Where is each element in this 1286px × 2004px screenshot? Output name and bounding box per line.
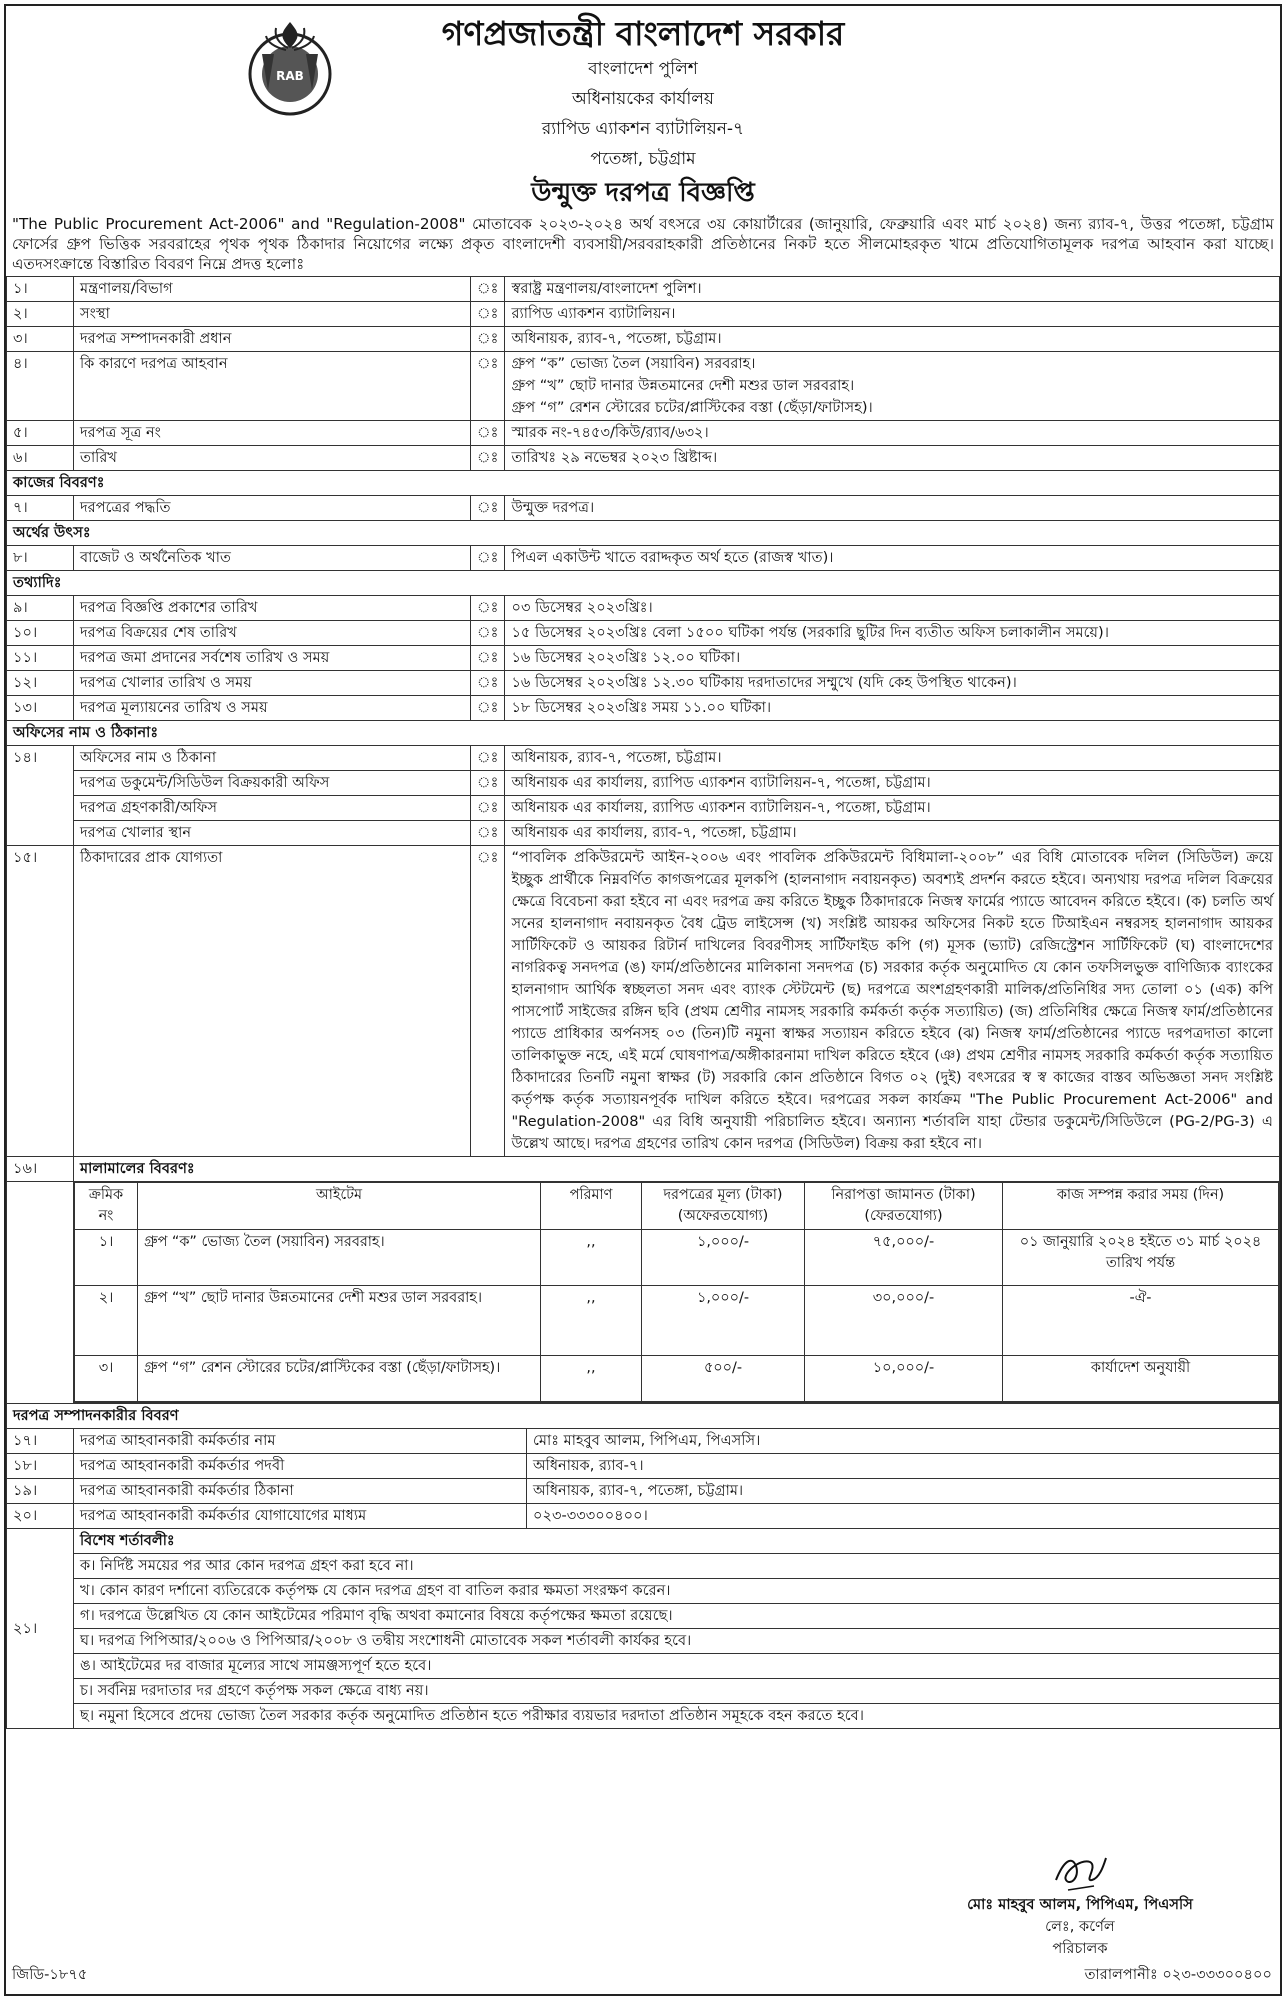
notice-title: উন্মুক্ত দরপত্র বিজ্ঞপ্তি xyxy=(531,178,755,208)
goods-table xyxy=(74,1182,1279,1402)
tender-group-ka: গ্রুপ “ক” ভোজ্য তৈল (সয়াবিন) সরবরাহ। xyxy=(511,355,756,372)
table-row xyxy=(7,277,1280,302)
goods-time: -ঐ- xyxy=(1003,1286,1279,1356)
tender-notice-page xyxy=(4,4,1282,1996)
signatory-rank: লেঃ, কর্ণেল xyxy=(1045,1918,1115,1935)
goods-item-row xyxy=(75,1286,1279,1356)
row-label: দরপত্র আহবানকারী কর্মকর্তার পদবী xyxy=(74,1454,527,1479)
row-number: ১৮। xyxy=(7,1454,74,1479)
signatory-name: মোঃ মাহবুব আলম, পিপিএম, পিএসসি xyxy=(967,1896,1193,1913)
column-header: ক্রমিক নং xyxy=(75,1183,138,1230)
row-value: অধিনায়ক এর কার্যালয়, র‍্যাব-৭, পতেঙ্গা, চট্টগ্রাম। xyxy=(505,821,1280,846)
goods-price: ৫০০/- xyxy=(642,1356,805,1402)
table-row xyxy=(7,496,1280,521)
colon: ঃ xyxy=(471,796,505,821)
section-heading: অর্থের উৎসঃ xyxy=(7,521,1280,546)
signatory-post: পরিচালক xyxy=(1052,1940,1108,1957)
row-label: দরপত্র বিক্রয়ের শেষ তারিখ xyxy=(74,621,471,646)
goods-item: গ্রুপ “খ” ছোট দানার উন্নতমানের দেশী মশুর ডাল সরবরাহ। xyxy=(138,1286,541,1356)
table-row xyxy=(7,1429,1280,1454)
row-value: তারিখঃ ২৯ নভেম্বর ২০২৩ খ্রিষ্টাব্দ। xyxy=(505,446,1280,471)
row-label: অফিসের নাম ও ঠিকানা xyxy=(74,746,471,771)
colon: ঃ xyxy=(471,421,505,446)
row-label: সংস্থা xyxy=(74,302,471,327)
row-label: বাজেট ও অর্থনৈতিক খাত xyxy=(74,546,471,571)
row-label: দরপত্র আহবানকারী কর্মকর্তার নাম xyxy=(74,1429,527,1454)
row-value: ০৩ ডিসেম্বর ২০২৩খ্রিঃ। xyxy=(505,596,1280,621)
row-number: ১৪। xyxy=(7,746,74,846)
goods-item-row xyxy=(75,1230,1279,1286)
column-header: দরপত্রের মূল্য (টাকা) (অফেরতযোগ্য) xyxy=(642,1183,805,1230)
table-row xyxy=(7,596,1280,621)
row-number: ৪। xyxy=(7,352,74,421)
table-row xyxy=(7,1157,1280,1182)
table-row xyxy=(7,1504,1280,1529)
row-number: ১১। xyxy=(7,646,74,671)
colon: ঃ xyxy=(471,277,505,302)
row-label: দরপত্র খোলার স্থান xyxy=(74,821,471,846)
tender-group-ga: গ্রুপ “গ” রেশন স্টোরের চটের/প্লাস্টিকের বস্তা (ছেঁড়া/ফাটাসহ)। xyxy=(511,399,873,416)
row-value: উন্মুক্ত দরপত্র। xyxy=(505,496,1280,521)
row-value: ১৬ ডিসেম্বর ২০২৩খ্রিঃ ১২.৩০ ঘটিকায় দরদাতাদের সম্মুখে (যদি কেহ উপস্থিত থাকেন)। xyxy=(505,671,1280,696)
colon: ঃ xyxy=(471,327,505,352)
colon: ঃ xyxy=(471,746,505,771)
row-label: দরপত্রের পদ্ধতি xyxy=(74,496,471,521)
row-label: দরপত্র ডকুমেন্ট/সিডিউল বিক্রয়কারী অফিস xyxy=(74,771,471,796)
section-row xyxy=(7,1404,1280,1429)
row-number: ২০। xyxy=(7,1504,74,1529)
row-value: ১৮ ডিসেম্বর ২০২৩খ্রিঃ সময় ১১.০০ ঘটিকা। xyxy=(505,696,1280,721)
row-label: মন্ত্রণালয়/বিভাগ xyxy=(74,277,471,302)
row-label: তারিখ xyxy=(74,446,471,471)
row-label: কি কারণে দরপত্র আহবান xyxy=(74,352,471,421)
row-label: দরপত্র জমা প্রদানের সর্বশেষ তারিখ ও সময় xyxy=(74,646,471,671)
table-row xyxy=(7,771,1280,796)
colon: ঃ xyxy=(471,696,505,721)
colon: ঃ xyxy=(471,546,505,571)
colon: ঃ xyxy=(471,621,505,646)
header-line-police: বাংলাদেশ পুলিশ xyxy=(588,59,698,79)
row-value xyxy=(505,352,1280,421)
table-row xyxy=(7,546,1280,571)
goods-cell xyxy=(74,1182,1280,1403)
term-row xyxy=(7,1679,1280,1704)
goods-security: ৩০,০০০/- xyxy=(805,1286,1003,1356)
row-number: ১৯। xyxy=(7,1479,74,1504)
goods-time: ০১ জানুয়ারি ২০২৪ হইতে ৩১ মার্চ ২০২৪ তারিখ পর্যন্ত xyxy=(1003,1230,1279,1286)
goods-sl: ১। xyxy=(75,1230,138,1286)
section-heading: অফিসের নাম ও ঠিকানাঃ xyxy=(7,721,1280,746)
prequalification-text: “পাবলিক প্রকিউরমেন্ট আইন-২০০৬ এবং পাবলিক প্রকিউরমেন্ট বিধিমালা-২০০৮” এর বিধি মোতাবেক দলিল (সিডিউল) ক্রয়ে ইচ্ছুক প্রার্থীকে নিম্নবর্ণিত কাগজপত্রের মূলকপি (হালনাগাদ নবায়নকৃত) অবশ্যই প্রদর্শন করতে হইবে। অন্যথায় দরপত্র দলিল বিক্রয়ের ক্ষেত্রে বিবেচনা করা হইবে না এবং দরপত্র ক্রয় করিতে ইচ্ছুক ঠিকাদারকে নিজস্ব ফার্মের প্যাডে আবেদন করিতে হইবে। (ক) চলতি অর্থ সনের হালনাগাদ নবায়নকৃত বৈধ ট্রেড লাইসেন্স (খ) সংশ্লিষ্ট আয়কর অফিসের নিকট হতে টিআইএন নম্বরসহ হালনাগাদ আয়কর সার্টিফিকেট ও আয়কর রিটার্ন দাখিলের বিবরণীসহ সার্টিফাইড কপি (গ) মূসক (ভ্যাট) রেজিস্ট্রেশন সার্টিফিকেট (ঘ) বাংলাদেশের নাগরিকত্ব সনদপত্র (ঙ) ফার্ম/প্রতিষ্ঠানের মালিকানা সনদপত্র (চ) সরকার কর্তৃক অনুমোদিত যে কোন তফসিলভুক্ত বাণিজ্যিক ব্যাংকের হালনাগাদ আর্থিক স্বচ্ছলতা সনদ এবং ব্যাংক স্টেটমেন্ট (ছ) দরপত্রে অংশগ্রহণকারী মালিক/প্রতিনিধির সদ্য তোলা ০১ (এক) কপি পাসপোর্ট সাইজের রঙ্গিন ছবি (প্রথম শ্রেণীর নামসহ সরকারি কর্মকর্তা কর্তৃক সত্যায়িত) (জ) প্রতিনিধির ক্ষেত্রে নিজস্ব ফার্ম/প্রতিষ্ঠানের প্যাডে প্রাধিকার অর্পনসহ ০৩ (তিন)টি নমুনা স্বাক্ষর সত্যায়ন করিতে হইবে (ঝ) নিজস্ব ফার্ম/প্রতিষ্ঠানের প্যাডে দরপত্রদাতা কালো তালিকাভুক্ত নহে, এই মর্মে ঘোষণাপত্র/অঙ্গীকারনামা দাখিল করিতে হইবে (ঞ) প্রথম শ্রেণীর নামসহ সরকারি কর্মকর্তা কর্তৃক সত্যায়িত ঠিকাদারের তিনটি নমুনা স্বাক্ষর (ট) সরকারি কোন প্রতিষ্ঠানে বিগত ০২ (দুই) বৎসরের স্ব স্ব কাজের বাস্তব অভিজ্ঞতা সনদ সংশ্লিষ্ট কর্তৃপক্ষ কর্তৃক সত্যায়নপূর্বক দাখিল করিতে হইবে। দরপত্রের সকল কার্যক্রম "The Public Procurement Act-2006" and "Regulation-2008" এর বিধি অনুযায়ী পরিচালিত হইবে। অন্যান্য শর্তাবলি যাহা টেন্ডার ডকুমেন্ট/সিডিউলে (PG-2/PG-3) এ উল্লেখ আছে। দরপত্র গ্রহণের তারিখ কোন দরপত্র (সিডিউল) বিক্রয় করা হইবে না। xyxy=(505,846,1280,1157)
section-row xyxy=(7,471,1280,496)
section-row xyxy=(7,721,1280,746)
table-row xyxy=(7,796,1280,821)
term-row xyxy=(7,1579,1280,1604)
goods-item: গ্রুপ “ক” ভোজ্য তৈল (সয়াবিন) সরবরাহ। xyxy=(138,1230,541,1286)
table-row xyxy=(7,421,1280,446)
row-value: অধিনায়ক, র‍্যাব-৭, পতেঙ্গা, চট্টগ্রাম। xyxy=(505,327,1280,352)
signature-icon xyxy=(1050,1850,1110,1894)
column-header: কাজ সম্পন্ন করার সময় (দিন) xyxy=(1003,1183,1279,1230)
term-row xyxy=(7,1629,1280,1654)
row-number: ২১। xyxy=(7,1529,74,1729)
row-value: অধিনায়ক এর কার্যালয়, র‍্যাপিড এ্যাকশন ব্যাটালিয়ন-৭, পতেঙ্গা, চট্টগ্রাম। xyxy=(505,771,1280,796)
row-value: অধিনায়ক, র‍্যাব-৭, পতেঙ্গা, চট্টগ্রাম। xyxy=(505,746,1280,771)
header-line-office: অধিনায়কের কার্যালয় xyxy=(572,89,714,109)
goods-qty: ,, xyxy=(541,1286,642,1356)
colon: ঃ xyxy=(471,446,505,471)
table-row xyxy=(7,1529,1280,1554)
header-line-location: পতেঙ্গা, চট্টগ্রাম xyxy=(590,149,696,169)
table-row xyxy=(7,1479,1280,1504)
row-value: র‍্যাপিড এ্যাকশন ব্যাটালিয়ন। xyxy=(505,302,1280,327)
row-number: ১। xyxy=(7,277,74,302)
tender-group-kha: গ্রুপ “খ” ছোট দানার উন্নতমানের দেশী মশুর ডাল সরবরাহ। xyxy=(511,377,855,394)
row-value: ০২৩-৩৩৩০০৪০০। xyxy=(527,1504,1280,1529)
column-header: আইটেম xyxy=(138,1183,541,1230)
term-row xyxy=(7,1704,1280,1729)
term-item: ছ। নমুনা হিসেবে প্রদেয় ভোজ্য তৈল সরকার কর্তৃক অনুমোদিত প্রতিষ্ঠান হতে পরীক্ষার ব্যয়ভার দরদাতা প্রতিষ্ঠান সমূহকে বহন করতে হবে। xyxy=(74,1704,1280,1729)
svg-text:RAB: RAB xyxy=(276,69,304,83)
colon: ঃ xyxy=(471,821,505,846)
rab-logo-icon xyxy=(238,14,342,118)
colon: ঃ xyxy=(471,671,505,696)
row-number: ৯। xyxy=(7,596,74,621)
goods-security: ১০,০০০/- xyxy=(805,1356,1003,1402)
row-label: দরপত্র আহবানকারী কর্মকর্তার ঠিকানা xyxy=(74,1479,527,1504)
table-row xyxy=(7,696,1280,721)
row-number: ৬। xyxy=(7,446,74,471)
section-row xyxy=(7,571,1280,596)
goods-security: ৭৫,০০০/- xyxy=(805,1230,1003,1286)
row-value: অধিনায়ক এর কার্যালয়, র‍্যাপিড এ্যাকশন ব্যাটালিয়ন-৭, পতেঙ্গা, চট্টগ্রাম। xyxy=(505,796,1280,821)
row-value: ১৬ ডিসেম্বর ২০২৩খ্রিঃ ১২.০০ ঘটিকা। xyxy=(505,646,1280,671)
table-row xyxy=(7,327,1280,352)
row-label: দরপত্র গ্রহণকারী/অফিস xyxy=(74,796,471,821)
row-number: ৮। xyxy=(7,546,74,571)
row-number: ৫। xyxy=(7,421,74,446)
term-item: ক। নির্দিষ্ট সময়ের পর আর কোন দরপত্র গ্রহণ করা হবে না। xyxy=(74,1554,1280,1579)
table-row xyxy=(7,621,1280,646)
intro-paragraph: "The Public Procurement Act-2006" and "Regulation-2008" মোতাবেক ২০২৩-২০২৪ অর্থ বৎসরে ৩য় কোয়ার্টারের (জানুয়ারি, ফেব্রুয়ারি এবং মার্চ ২০২৪) জন্য র‍্যাব-৭, উত্তর পতেঙ্গা, চট্টগ্রাম ফোর্সের গ্রুপ ভিত্তিক সরবরাহের পৃথক পৃথক ঠিকাদার নিয়োগের লক্ষ্যে প্রকৃত বাংলাদেশী ব্যবসায়ী/সরবরাহকারী প্রতিষ্ঠানের নিকট হতে সীলমোহরকৃত খামে প্রতিযোগিতামূলক দরপত্র আহবান করা যাচ্ছে। এতদসংক্রান্তে বিস্তারিত বিবরণ নিম্নে প্রদত্ত হলোঃ xyxy=(12,215,1274,273)
colon: ঃ xyxy=(471,596,505,621)
terms-heading: বিশেষ শর্তাবলীঃ xyxy=(74,1529,1280,1554)
tender-details-table xyxy=(6,276,1280,1403)
goods-sl: ৩। xyxy=(75,1356,138,1402)
colon: ঃ xyxy=(471,352,505,421)
goods-price: ১,০০০/- xyxy=(642,1230,805,1286)
colon: ঃ xyxy=(471,302,505,327)
row-value: ১৫ ডিসেম্বর ২০২৩খ্রিঃ বেলা ১৫০০ ঘটিকা পর্যন্ত (সরকারি ছুটির দিন ব্যতীত অফিস চলাকালীন সময়ে)। xyxy=(505,621,1280,646)
term-row xyxy=(7,1654,1280,1679)
row-number: ১৩। xyxy=(7,696,74,721)
row-value: অধিনায়ক, র‍্যাব-৭। xyxy=(527,1454,1280,1479)
row-number: ৩। xyxy=(7,327,74,352)
table-row xyxy=(7,846,1280,1157)
row-value: পিএল একাউন্ট খাতে বরাদ্দকৃত অর্থ হতে (রাজস্ব খাত)। xyxy=(505,546,1280,571)
row-label: ঠিকাদারের প্রাক যোগ্যতা xyxy=(74,846,471,1157)
government-title: গণপ্রজাতন্ত্রী বাংলাদেশ সরকার xyxy=(441,14,845,53)
goods-heading: মালামালের বিবরণঃ xyxy=(74,1157,1280,1182)
row-number: ১৬। xyxy=(7,1157,74,1182)
goods-spacer xyxy=(7,1182,74,1403)
goods-price: ১,০০০/- xyxy=(642,1286,805,1356)
header xyxy=(6,14,1280,212)
goods-row xyxy=(7,1182,1280,1403)
row-value: স্বরাষ্ট্র মন্ত্রণালয়/বাংলাদেশ পুলিশ। xyxy=(505,277,1280,302)
column-header: নিরাপত্তা জামানত (টাকা) (ফেরতযোগ্য) xyxy=(805,1183,1003,1230)
table-row xyxy=(7,821,1280,846)
colon: ঃ xyxy=(471,496,505,521)
table-row xyxy=(7,671,1280,696)
term-item: খ। কোন কারণ দর্শানো ব্যতিরেকে কর্তৃপক্ষ যে কোন দরপত্র গ্রহণ বা বাতিল করার ক্ষমতা সংরক্ষণ করেন। xyxy=(74,1579,1280,1604)
row-label: দরপত্র মূল্যায়নের তারিখ ও সময় xyxy=(74,696,471,721)
row-label: দরপত্র বিজ্ঞপ্তি প্রকাশের তারিখ xyxy=(74,596,471,621)
colon: ঃ xyxy=(471,846,505,1157)
officer-table xyxy=(6,1403,1280,1729)
row-value: মোঃ মাহবুব আলম, পিপিএম, পিএসসি। xyxy=(527,1429,1280,1454)
signatory-phone: তারালপানীঃ ০২৩-৩৩৩০০৪০০ xyxy=(1084,1966,1272,1983)
table-row xyxy=(7,352,1280,421)
table-row xyxy=(7,746,1280,771)
goods-header-row xyxy=(75,1183,1279,1230)
section-row xyxy=(7,521,1280,546)
colon: ঃ xyxy=(471,646,505,671)
gd-code: জিডি-১৮৭৫ xyxy=(12,1966,88,1983)
table-row xyxy=(7,302,1280,327)
goods-item: গ্রুপ “গ” রেশন স্টোরের চটের/প্লাস্টিকের বস্তা (ছেঁড়া/ফাটাসহ)। xyxy=(138,1356,541,1402)
row-number: ১০। xyxy=(7,621,74,646)
goods-qty: ,, xyxy=(541,1230,642,1286)
row-label: দরপত্র সম্পাদনকারী প্রধান xyxy=(74,327,471,352)
term-row xyxy=(7,1554,1280,1579)
column-header: পরিমাণ xyxy=(541,1183,642,1230)
row-label: দরপত্র আহবানকারী কর্মকর্তার যোগাযোগের মাধ্যম xyxy=(74,1504,527,1529)
term-item: চ। সর্বনিম্ন দরদাতার দর গ্রহণে কর্তৃপক্ষ সকল ক্ষেত্রে বাধ্য নয়। xyxy=(74,1679,1280,1704)
section-heading: কাজের বিবরণঃ xyxy=(7,471,1280,496)
section-heading: দরপত্র সম্পাদনকারীর বিবরণ xyxy=(7,1404,1280,1429)
table-row xyxy=(7,1454,1280,1479)
goods-time: কার্যাদেশ অনুযায়ী xyxy=(1003,1356,1279,1402)
row-value: স্মারক নং-৭৪৫৩/কিউ/র‍্যাব/৬৩২। xyxy=(505,421,1280,446)
row-number: ১৭। xyxy=(7,1429,74,1454)
section-heading: তথ্যাদিঃ xyxy=(7,571,1280,596)
term-item: ঘ। দরপত্র পিপিআর/২০০৬ ও পিপিআর/২০০৮ ও তদ্বীয় সংশোধনী মোতাবেক সকল শর্তাবলী কার্যকর হবে। xyxy=(74,1629,1280,1654)
row-number: ৭। xyxy=(7,496,74,521)
colon: ঃ xyxy=(471,771,505,796)
row-number: ১৫। xyxy=(7,846,74,1157)
row-value: অধিনায়ক, র‍্যাব-৭, পতেঙ্গা, চট্টগ্রাম। xyxy=(527,1479,1280,1504)
term-item: ঙ। আইটেমের দর বাজার মূল্যের সাথে সামঞ্জস্যপূর্ণ হতে হবে। xyxy=(74,1654,1280,1679)
header-line-battalion: র‍্যাপিড এ্যাকশন ব্যাটালিয়ন-৭ xyxy=(541,119,745,139)
row-label: দরপত্র খোলার তারিখ ও সময় xyxy=(74,671,471,696)
row-number: ১২। xyxy=(7,671,74,696)
goods-qty: ,, xyxy=(541,1356,642,1402)
term-item: গ। দরপত্রে উল্লেখিত যে কোন আইটেমের পরিমাণ বৃদ্ধি অথবা কমানোর বিষয়ে কর্তৃপক্ষের ক্ষমতা রয়েছে। xyxy=(74,1604,1280,1629)
goods-item-row xyxy=(75,1356,1279,1402)
signature-block xyxy=(940,1850,1220,1960)
table-row xyxy=(7,646,1280,671)
row-number: ২। xyxy=(7,302,74,327)
row-label: দরপত্র সূত্র নং xyxy=(74,421,471,446)
goods-sl: ২। xyxy=(75,1286,138,1356)
table-row xyxy=(7,446,1280,471)
term-row xyxy=(7,1604,1280,1629)
